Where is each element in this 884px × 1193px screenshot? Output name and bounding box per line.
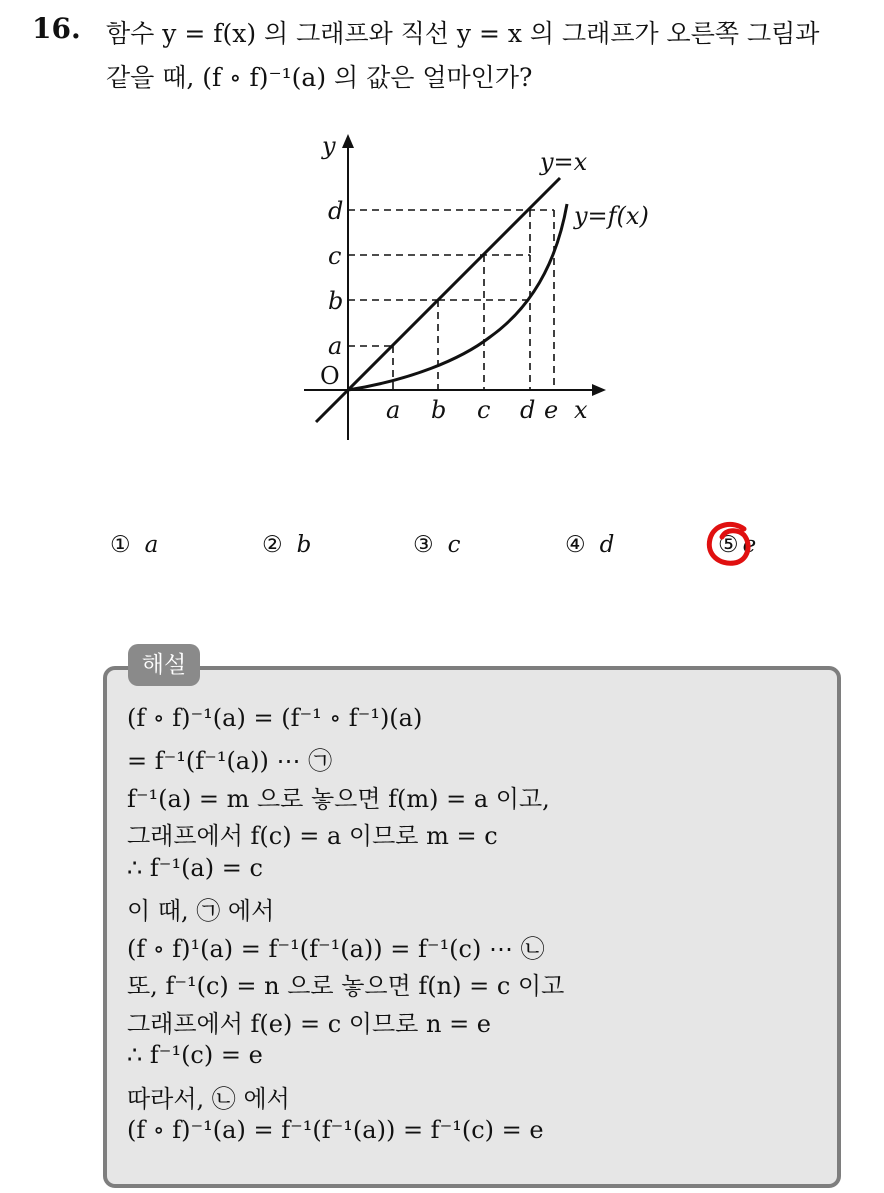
question-number: 16.: [32, 12, 81, 45]
choice-1-number: ①: [110, 532, 131, 558]
solution-line-9: 그래프에서 f(e) = c 이므로 n = e: [127, 1010, 492, 1038]
solution-line-12: (f ∘ f)⁻¹(a) = f⁻¹(f⁻¹(a)) = f⁻¹(c) = e: [127, 1116, 544, 1144]
solution-line-3: f⁻¹(a) = m 으로 놓으면 f(m) = a 이고,: [127, 785, 550, 813]
choice-3-value: c: [447, 532, 461, 558]
choice-3[interactable]: [413, 532, 461, 558]
choice-2-number: ②: [262, 532, 283, 558]
solution-line-11: 따라서, ㉡ 에서: [127, 1085, 290, 1113]
guide-lines: [348, 210, 554, 390]
origin-label: O: [320, 362, 340, 390]
choice-2-value: b: [296, 532, 312, 558]
choice-1-value: a: [144, 532, 159, 558]
y-axis-arrow: [342, 134, 354, 148]
choice-5-value: e: [742, 532, 757, 558]
x-tick-c: c: [477, 396, 491, 424]
x-tick-a: a: [386, 396, 401, 424]
x-tick-b: b: [431, 396, 447, 424]
y-tick-d: d: [328, 197, 344, 225]
choice-4-number: ④: [565, 532, 586, 558]
y-axis-label: y: [322, 132, 336, 160]
y-tick-b: b: [328, 287, 344, 315]
x-tick-d: d: [520, 396, 536, 424]
function-graph: [290, 122, 680, 452]
solution-line-2: = f⁻¹(f⁻¹(a)) ⋯ ㉠: [127, 747, 333, 775]
solution-line-10: ∴ f⁻¹(c) = e: [127, 1041, 263, 1069]
solution-line-6: 이 때, ㉠ 에서: [127, 897, 275, 925]
choice-4-value: d: [599, 532, 615, 558]
solution-line-7: (f ∘ f)¹(a) = f⁻¹(f⁻¹(a)) = f⁻¹(c) ⋯ ㉡: [127, 935, 545, 963]
curve-label: y=f(x): [574, 202, 649, 230]
choice-3-number: ③: [413, 532, 434, 558]
solution-line-8: 또, f⁻¹(c) = n 으로 놓으면 f(n) = c 이고: [127, 972, 565, 1000]
identity-line-label: y=x: [540, 148, 588, 176]
question-text-line-2: 같을 때, (f ∘ f)⁻¹(a) 의 값은 얼마인가?: [106, 63, 533, 92]
solution-line-4: 그래프에서 f(c) = a 이므로 m = c: [127, 822, 498, 850]
answer-mark-icon: [704, 519, 754, 569]
x-tick-e: e: [544, 396, 559, 424]
function-curve: [348, 204, 567, 390]
x-axis-arrow: [592, 384, 606, 396]
question-text-line-1: 함수 y = f(x) 의 그래프와 직선 y = x 의 그래프가 오른쪽 그림과: [106, 19, 820, 48]
choice-2[interactable]: [262, 532, 311, 558]
choice-1[interactable]: [110, 532, 158, 558]
y-tick-a: a: [328, 332, 343, 360]
solution-line-1: (f ∘ f)⁻¹(a) = (f⁻¹ ∘ f⁻¹)(a): [127, 704, 423, 732]
x-axis-label: x: [574, 396, 588, 424]
y-tick-c: c: [328, 242, 342, 270]
choice-5-number: ⑤: [718, 532, 739, 558]
solution-tag: 해설: [128, 644, 200, 686]
choice-4[interactable]: [565, 532, 614, 558]
solution-line-5: ∴ f⁻¹(a) = c: [127, 854, 263, 882]
